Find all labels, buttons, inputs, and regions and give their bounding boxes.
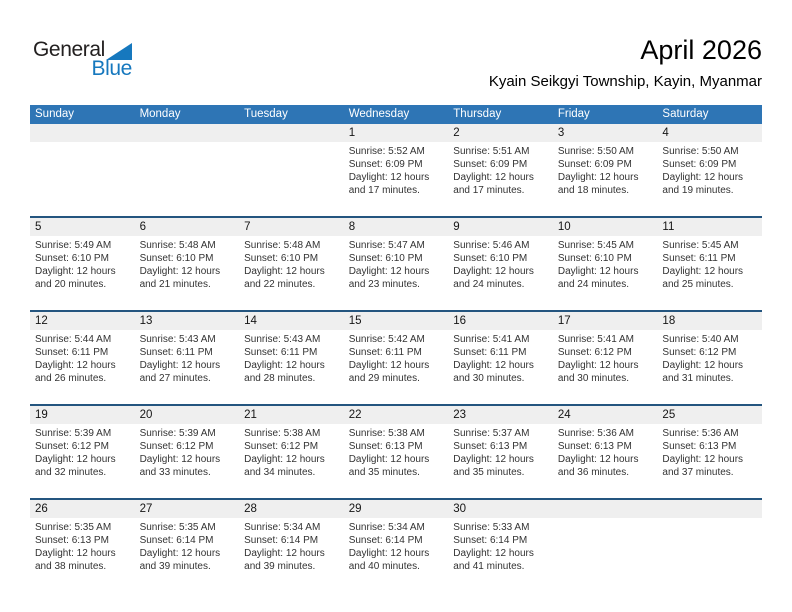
sunset-text: Sunset: 6:11 PM — [35, 347, 109, 358]
sunset-text: Sunset: 6:10 PM — [453, 253, 528, 264]
day-cell — [448, 312, 553, 404]
sunrise-text: Sunrise: 5:43 AM — [244, 334, 321, 345]
day-number: 30 — [448, 500, 553, 518]
day-number: 22 — [344, 406, 449, 424]
daylight-text: Daylight: 12 hours and 24 minutes. — [557, 266, 639, 290]
daylight-text: Daylight: 12 hours and 35 minutes. — [453, 454, 534, 478]
day-cell-body — [657, 518, 762, 592]
day-cell-body — [553, 236, 658, 310]
daylight-text: Daylight: 12 hours and 25 minutes. — [662, 266, 744, 290]
day-cell-body — [239, 236, 344, 310]
weekday-header: Sunday — [35, 108, 75, 120]
daylight-text: Daylight: 12 hours and 30 minutes. — [453, 360, 534, 384]
sunset-text: Sunset: 6:14 PM — [244, 535, 319, 546]
day-number: 11 — [657, 218, 762, 236]
day-cell-body — [135, 518, 240, 592]
weekday-header-row — [30, 105, 762, 124]
sunrise-text: Sunrise: 5:51 AM — [453, 146, 530, 157]
sunset-text: Sunset: 6:12 PM — [244, 441, 319, 452]
daylight-text: Daylight: 12 hours and 17 minutes. — [348, 172, 430, 196]
day-cell-body — [239, 142, 344, 216]
sunset-text: Sunset: 6:12 PM — [35, 441, 109, 452]
sunrise-text: Sunrise: 5:45 AM — [662, 240, 739, 251]
day-cell-body — [448, 330, 553, 404]
sunset-text: Sunset: 6:09 PM — [453, 159, 528, 170]
sunrise-text: Sunrise: 5:38 AM — [348, 428, 425, 439]
title-block — [489, 36, 762, 90]
sunset-text: Sunset: 6:12 PM — [557, 347, 632, 358]
sunrise-text: Sunrise: 5:48 AM — [139, 240, 216, 251]
sunrise-text: Sunrise: 5:38 AM — [244, 428, 321, 439]
calendar-grid — [30, 105, 762, 592]
weekday-header: Tuesday — [244, 108, 288, 120]
day-cell — [30, 124, 135, 216]
daylight-text: Daylight: 12 hours and 18 minutes. — [557, 172, 639, 196]
daylight-text: Daylight: 12 hours and 40 minutes. — [348, 548, 430, 572]
day-number: 8 — [344, 218, 449, 236]
day-number: 27 — [135, 500, 240, 518]
sunset-text: Sunset: 6:14 PM — [348, 535, 423, 546]
day-cell-body — [553, 142, 658, 216]
weekday-header: Friday — [557, 108, 590, 120]
day-cell-body — [30, 236, 135, 310]
day-number: 2 — [448, 124, 553, 142]
daylight-text: Daylight: 12 hours and 30 minutes. — [557, 360, 639, 384]
daylight-text: Daylight: 12 hours and 23 minutes. — [348, 266, 430, 290]
general-blue-logo — [33, 39, 132, 79]
day-cell — [553, 124, 658, 216]
day-cell-body — [30, 518, 135, 592]
daylight-text: Daylight: 12 hours and 27 minutes. — [139, 360, 221, 384]
daylight-text: Daylight: 12 hours and 33 minutes. — [139, 454, 221, 478]
daylight-text: Daylight: 12 hours and 36 minutes. — [557, 454, 639, 478]
day-cell — [448, 500, 553, 592]
day-cell — [448, 406, 553, 498]
day-cell-body — [30, 142, 135, 216]
sunrise-text: Sunrise: 5:41 AM — [557, 334, 634, 345]
day-cell — [239, 500, 344, 592]
sunset-text: Sunset: 6:13 PM — [35, 535, 109, 546]
day-number: 26 — [30, 500, 135, 518]
sunset-text: Sunset: 6:10 PM — [348, 253, 423, 264]
day-number: 3 — [553, 124, 658, 142]
day-cell-body — [448, 424, 553, 498]
day-cell — [553, 500, 658, 592]
sunset-text: Sunset: 6:09 PM — [662, 159, 737, 170]
weekday-header: Thursday — [453, 108, 502, 120]
day-cell — [239, 124, 344, 216]
daylight-text: Daylight: 12 hours and 37 minutes. — [662, 454, 744, 478]
day-cell-body — [657, 236, 762, 310]
day-cell-body — [553, 330, 658, 404]
day-cell-body — [657, 330, 762, 404]
daylight-text: Daylight: 12 hours and 17 minutes. — [453, 172, 534, 196]
sunrise-text: Sunrise: 5:40 AM — [662, 334, 739, 345]
daylight-text: Daylight: 12 hours and 34 minutes. — [244, 454, 325, 478]
sunset-text: Sunset: 6:10 PM — [557, 253, 632, 264]
daylight-text: Daylight: 12 hours and 28 minutes. — [244, 360, 325, 384]
day-cell — [135, 312, 240, 404]
day-cell — [657, 406, 762, 498]
sunrise-text: Sunrise: 5:43 AM — [139, 334, 216, 345]
day-number: 9 — [448, 218, 553, 236]
sunset-text: Sunset: 6:13 PM — [453, 441, 528, 452]
day-cell — [553, 312, 658, 404]
week-row — [30, 216, 762, 310]
sunrise-text: Sunrise: 5:49 AM — [35, 240, 112, 251]
day-cell-body — [448, 518, 553, 592]
day-cell-body — [448, 142, 553, 216]
day-cell — [135, 124, 240, 216]
sunrise-text: Sunrise: 5:42 AM — [348, 334, 425, 345]
sunset-text: Sunset: 6:11 PM — [139, 347, 213, 358]
day-number: 23 — [448, 406, 553, 424]
day-cell-body — [30, 330, 135, 404]
weekday-header: Saturday — [662, 108, 709, 120]
sunrise-text: Sunrise: 5:37 AM — [453, 428, 530, 439]
day-number: 25 — [657, 406, 762, 424]
day-number: 19 — [30, 406, 135, 424]
day-cell — [239, 218, 344, 310]
sunset-text: Sunset: 6:11 PM — [453, 347, 527, 358]
daylight-text: Daylight: 12 hours and 22 minutes. — [244, 266, 325, 290]
sunset-text: Sunset: 6:14 PM — [453, 535, 528, 546]
daylight-text: Daylight: 12 hours and 26 minutes. — [35, 360, 116, 384]
day-cell-body — [553, 518, 658, 592]
sunset-text: Sunset: 6:11 PM — [662, 253, 736, 264]
sunrise-text: Sunrise: 5:33 AM — [453, 522, 530, 533]
day-number — [135, 124, 240, 142]
sunset-text: Sunset: 6:10 PM — [139, 253, 214, 264]
day-number: 12 — [30, 312, 135, 330]
day-cell — [239, 406, 344, 498]
day-cell — [448, 124, 553, 216]
day-cell-body — [553, 424, 658, 498]
day-number: 17 — [553, 312, 658, 330]
sunset-text: Sunset: 6:09 PM — [348, 159, 423, 170]
day-number: 20 — [135, 406, 240, 424]
day-cell-body — [448, 236, 553, 310]
sunset-text: Sunset: 6:10 PM — [244, 253, 319, 264]
sunset-text: Sunset: 6:11 PM — [244, 347, 318, 358]
daylight-text: Daylight: 12 hours and 39 minutes. — [139, 548, 221, 572]
sunrise-text: Sunrise: 5:35 AM — [35, 522, 112, 533]
day-cell — [657, 218, 762, 310]
day-number: 18 — [657, 312, 762, 330]
sunrise-text: Sunrise: 5:34 AM — [348, 522, 425, 533]
daylight-text: Daylight: 12 hours and 39 minutes. — [244, 548, 325, 572]
sunrise-text: Sunrise: 5:36 AM — [557, 428, 634, 439]
week-row — [30, 498, 762, 592]
day-cell — [135, 500, 240, 592]
day-cell-body — [344, 142, 449, 216]
daylight-text: Daylight: 12 hours and 31 minutes. — [662, 360, 744, 384]
day-cell-body — [344, 424, 449, 498]
day-cell-body — [344, 518, 449, 592]
weekday-header: Monday — [139, 108, 181, 120]
sunrise-text: Sunrise: 5:39 AM — [35, 428, 112, 439]
daylight-text: Daylight: 12 hours and 35 minutes. — [348, 454, 430, 478]
sunset-text: Sunset: 6:14 PM — [139, 535, 214, 546]
day-cell-body — [657, 424, 762, 498]
day-cell — [30, 312, 135, 404]
day-number — [553, 500, 658, 518]
sunrise-text: Sunrise: 5:39 AM — [139, 428, 216, 439]
day-number: 28 — [239, 500, 344, 518]
day-number: 6 — [135, 218, 240, 236]
day-cell — [553, 406, 658, 498]
daylight-text: Daylight: 12 hours and 29 minutes. — [348, 360, 430, 384]
logo-blue-text: Blue — [91, 57, 132, 80]
week-row — [30, 404, 762, 498]
day-cell — [135, 406, 240, 498]
day-number: 13 — [135, 312, 240, 330]
day-number: 14 — [239, 312, 344, 330]
day-number: 1 — [344, 124, 449, 142]
weeks-container — [30, 124, 762, 592]
sunrise-text: Sunrise: 5:46 AM — [453, 240, 530, 251]
day-cell-body — [239, 330, 344, 404]
sunset-text: Sunset: 6:10 PM — [35, 253, 109, 264]
day-cell — [448, 218, 553, 310]
daylight-text: Daylight: 12 hours and 19 minutes. — [662, 172, 744, 196]
day-cell-body — [135, 142, 240, 216]
sunset-text: Sunset: 6:12 PM — [662, 347, 737, 358]
daylight-text: Daylight: 12 hours and 21 minutes. — [139, 266, 221, 290]
sunrise-text: Sunrise: 5:41 AM — [453, 334, 530, 345]
day-number: 16 — [448, 312, 553, 330]
day-cell-body — [239, 424, 344, 498]
day-cell — [657, 312, 762, 404]
sunrise-text: Sunrise: 5:45 AM — [557, 240, 634, 251]
day-cell — [553, 218, 658, 310]
day-cell — [657, 124, 762, 216]
day-cell-body — [344, 236, 449, 310]
sunrise-text: Sunrise: 5:50 AM — [557, 146, 634, 157]
day-cell-body — [135, 424, 240, 498]
day-cell — [30, 500, 135, 592]
day-number: 15 — [344, 312, 449, 330]
day-cell — [657, 500, 762, 592]
sunset-text: Sunset: 6:13 PM — [557, 441, 632, 452]
day-cell — [344, 218, 449, 310]
sunrise-text: Sunrise: 5:50 AM — [662, 146, 739, 157]
sunrise-text: Sunrise: 5:48 AM — [244, 240, 321, 251]
sunrise-text: Sunrise: 5:47 AM — [348, 240, 425, 251]
daylight-text: Daylight: 12 hours and 32 minutes. — [35, 454, 116, 478]
daylight-text: Daylight: 12 hours and 41 minutes. — [453, 548, 534, 572]
sunset-text: Sunset: 6:11 PM — [348, 347, 422, 358]
day-cell — [344, 500, 449, 592]
day-cell — [344, 406, 449, 498]
week-row — [30, 124, 762, 216]
day-cell — [344, 312, 449, 404]
day-cell-body — [239, 518, 344, 592]
day-number: 7 — [239, 218, 344, 236]
day-number: 21 — [239, 406, 344, 424]
daylight-text: Daylight: 12 hours and 24 minutes. — [453, 266, 534, 290]
day-cell — [30, 406, 135, 498]
sunrise-text: Sunrise: 5:52 AM — [348, 146, 425, 157]
sunset-text: Sunset: 6:13 PM — [348, 441, 423, 452]
weekday-header: Wednesday — [348, 108, 410, 120]
sunset-text: Sunset: 6:13 PM — [662, 441, 737, 452]
daylight-text: Daylight: 12 hours and 38 minutes. — [35, 548, 116, 572]
sunset-text: Sunset: 6:12 PM — [139, 441, 214, 452]
sunrise-text: Sunrise: 5:44 AM — [35, 334, 112, 345]
day-number: 10 — [553, 218, 658, 236]
month-title: April 2026 — [640, 35, 762, 65]
sunrise-text: Sunrise: 5:36 AM — [662, 428, 739, 439]
day-number — [239, 124, 344, 142]
day-cell-body — [135, 236, 240, 310]
day-number: 29 — [344, 500, 449, 518]
logo-general-text: General — [33, 38, 105, 61]
week-row — [30, 310, 762, 404]
sunrise-text: Sunrise: 5:35 AM — [139, 522, 216, 533]
daylight-text: Daylight: 12 hours and 20 minutes. — [35, 266, 116, 290]
sunset-text: Sunset: 6:09 PM — [557, 159, 632, 170]
day-cell — [239, 312, 344, 404]
day-cell-body — [657, 142, 762, 216]
day-number — [657, 500, 762, 518]
day-cell-body — [135, 330, 240, 404]
day-cell-body — [344, 330, 449, 404]
day-number: 4 — [657, 124, 762, 142]
day-number: 24 — [553, 406, 658, 424]
day-cell-body — [30, 424, 135, 498]
day-number — [30, 124, 135, 142]
day-cell — [30, 218, 135, 310]
day-cell — [344, 124, 449, 216]
sunrise-text: Sunrise: 5:34 AM — [244, 522, 321, 533]
location-subtitle: Kyain Seikgyi Township, Kayin, Myanmar — [488, 72, 762, 90]
day-cell — [135, 218, 240, 310]
day-number: 5 — [30, 218, 135, 236]
